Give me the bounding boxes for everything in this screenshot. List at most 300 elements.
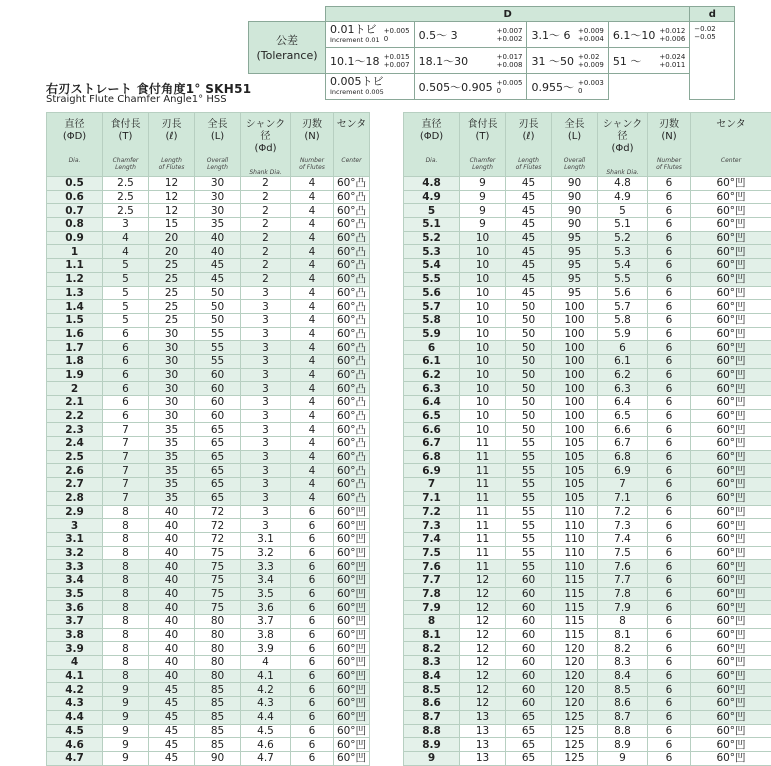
cell-flutes: 6 [291,710,334,724]
col-header-label: シャンク径 (Φd) [241,119,290,155]
cell-flute-length: 15 [149,218,195,232]
cell-dia: 4.6 [47,738,103,752]
cell-shank-dia: 8.5 [598,683,648,697]
cell-flutes: 4 [291,396,334,410]
cell-overall-length: 60 [195,396,241,410]
tolerance-label-en: (Tolerance) [249,48,325,63]
cell-flutes: 4 [291,177,334,191]
table-row [404,327,771,341]
cell-flute-length: 40 [149,669,195,683]
cell-shank-dia: 5.5 [598,272,648,286]
cell-flutes: 4 [291,259,334,273]
cell-shank-dia: 3.5 [241,587,291,601]
col-header-label: 食付長 (T) [103,119,148,143]
table-row [404,204,771,218]
cell-flutes: 6 [648,368,691,382]
table-row [47,450,370,464]
cell-dia: 7.7 [404,573,460,587]
cell-dia: 6.4 [404,396,460,410]
cell-overall-length: 120 [552,669,598,683]
cell-overall-length: 65 [195,478,241,492]
table-row [47,683,370,697]
cell-overall-length: 50 [195,286,241,300]
cell-shank-dia: 3 [241,505,291,519]
cell-shank-dia: 3 [241,327,291,341]
cell-shank-dia: 3.1 [241,532,291,546]
cell-dia: 1.5 [47,313,103,327]
cell-dia: 6.5 [404,409,460,423]
cell-flutes: 6 [648,327,691,341]
cell-dia: 2.9 [47,505,103,519]
cell-overall-length: 110 [552,546,598,560]
cell-chamfer-length: 9 [460,190,506,204]
cell-center: 60°凸 [334,259,370,273]
cell-shank-dia: 7.8 [598,587,648,601]
cell-dia: 2.3 [47,423,103,437]
cell-overall-length: 85 [195,683,241,697]
table-row [404,396,771,410]
cell-overall-length: 90 [552,204,598,218]
col-header-sublabel: Chamfer Length [103,157,148,171]
tolerance-range: 0.955〜 [531,79,574,95]
cell-flute-length: 45 [149,751,195,765]
cell-shank-dia: 4.9 [598,190,648,204]
cell-shank-dia: 3 [241,313,291,327]
cell-chamfer-length: 9 [103,724,149,738]
cell-dia: 7.8 [404,587,460,601]
table-row [404,724,771,738]
tolerance-lower: +0.006 [659,35,685,43]
cell-flutes: 6 [291,560,334,574]
cell-dia: 1.3 [47,286,103,300]
cell-flutes: 6 [648,204,691,218]
cell-dia: 5.6 [404,286,460,300]
cell-center: 60°凹 [691,573,771,587]
tolerance-lower: 0 [384,35,410,43]
cell-dia: 6.1 [404,354,460,368]
cell-flute-length: 12 [149,177,195,191]
cell-center: 60°凹 [691,710,771,724]
cell-shank-dia: 5.4 [598,259,648,273]
cell-chamfer-length: 5 [103,259,149,273]
cell-chamfer-length: 13 [460,751,506,765]
cell-chamfer-length: 9 [103,710,149,724]
cell-center: 60°凹 [691,423,771,437]
tolerance-header-d: d [690,7,735,22]
cell-center: 60°凹 [334,656,370,670]
cell-dia: 3.5 [47,587,103,601]
cell-center: 60°凹 [334,628,370,642]
cell-overall-length: 120 [552,656,598,670]
col-header-overall-length [195,113,241,177]
cell-flute-length: 45 [506,259,552,273]
table-row [47,396,370,410]
cell-flute-length: 40 [149,642,195,656]
col-header-center [691,113,771,177]
cell-overall-length: 72 [195,505,241,519]
cell-shank-dia: 7.4 [598,532,648,546]
table-row [404,409,771,423]
cell-center: 60°凹 [334,573,370,587]
cell-center: 60°凹 [334,697,370,711]
cell-flute-length: 60 [506,683,552,697]
cell-chamfer-length: 9 [460,218,506,232]
cell-chamfer-length: 10 [460,341,506,355]
cell-flute-length: 55 [506,478,552,492]
cell-dia: 2.2 [47,409,103,423]
tolerance-cell [326,22,415,48]
cell-dia: 4.2 [47,683,103,697]
cell-flute-length: 60 [506,601,552,615]
cell-shank-dia: 3.4 [241,573,291,587]
table-row [404,697,771,711]
cell-center: 60°凹 [334,738,370,752]
table-row [404,450,771,464]
col-header-flute-length [149,113,195,177]
table-row [47,615,370,629]
cell-center: 60°凹 [691,286,771,300]
cell-flute-length: 60 [506,587,552,601]
tolerance-cell [326,74,415,100]
cell-center: 60°凸 [334,245,370,259]
cell-overall-length: 60 [195,368,241,382]
cell-overall-length: 120 [552,642,598,656]
tolerance-cell [527,74,608,100]
cell-center: 60°凸 [334,464,370,478]
cell-overall-length: 115 [552,573,598,587]
table-row [404,710,771,724]
cell-chamfer-length: 12 [460,683,506,697]
cell-chamfer-length: 10 [460,368,506,382]
cell-center: 60°凹 [691,259,771,273]
cell-center: 60°凸 [334,231,370,245]
tolerance-range: 0.505〜0.905 [419,79,493,95]
cell-chamfer-length: 10 [460,423,506,437]
cell-overall-length: 45 [195,259,241,273]
cell-overall-length: 100 [552,423,598,437]
cell-flute-length: 50 [506,313,552,327]
table-row [47,204,370,218]
cell-flute-length: 40 [149,628,195,642]
table-row [404,423,771,437]
cell-shank-dia: 5.8 [598,313,648,327]
cell-flutes: 6 [291,669,334,683]
cell-flute-length: 45 [506,286,552,300]
cell-chamfer-length: 8 [103,505,149,519]
table-row [404,177,771,191]
col-header-flute-length [506,113,552,177]
cell-flutes: 4 [291,478,334,492]
cell-chamfer-length: 2.5 [103,190,149,204]
col-header-center [334,113,370,177]
table-row [404,683,771,697]
table-row [47,245,370,259]
cell-overall-length: 75 [195,546,241,560]
cell-overall-length: 95 [552,286,598,300]
tolerance-upper: +0.017 [497,53,523,61]
cell-flutes: 6 [291,615,334,629]
cell-flute-length: 45 [506,204,552,218]
cell-center: 60°凹 [691,300,771,314]
cell-chamfer-length: 10 [460,259,506,273]
cell-dia: 4.8 [404,177,460,191]
cell-overall-length: 60 [195,382,241,396]
cell-dia: 3.6 [47,601,103,615]
cell-flute-length: 25 [149,300,195,314]
cell-center: 60°凹 [334,505,370,519]
cell-dia: 0.9 [47,231,103,245]
cell-overall-length: 125 [552,710,598,724]
col-header-label: 刃数 (N) [291,119,333,143]
cell-overall-length: 90 [552,218,598,232]
tolerance-label [249,22,326,74]
cell-flutes: 6 [648,642,691,656]
table-row [47,601,370,615]
cell-shank-dia: 5.9 [598,327,648,341]
cell-flute-length: 45 [149,724,195,738]
cell-flute-length: 35 [149,450,195,464]
col-header-label: 刃数 (N) [648,119,690,143]
cell-shank-dia: 8.7 [598,710,648,724]
cell-overall-length: 80 [195,669,241,683]
cell-center: 60°凸 [334,286,370,300]
tolerance-d-upper: −0.02 [694,25,730,33]
col-header-overall-length [552,113,598,177]
cell-flute-length: 50 [506,396,552,410]
cell-flutes: 6 [291,642,334,656]
cell-overall-length: 55 [195,341,241,355]
cell-flute-length: 65 [506,724,552,738]
cell-shank-dia: 3 [241,464,291,478]
cell-shank-dia: 4.2 [241,683,291,697]
cell-flutes: 6 [648,560,691,574]
cell-center: 60°凹 [691,628,771,642]
col-header-chamfer-length [460,113,506,177]
cell-flute-length: 40 [149,519,195,533]
cell-chamfer-length: 10 [460,300,506,314]
table-row [404,300,771,314]
cell-dia: 7.4 [404,532,460,546]
cell-shank-dia: 8.4 [598,669,648,683]
cell-chamfer-length: 9 [460,177,506,191]
cell-flute-length: 55 [506,505,552,519]
tolerance-corner [249,7,326,22]
table-row [47,724,370,738]
cell-flutes: 6 [648,601,691,615]
cell-dia: 5 [404,204,460,218]
col-header-sublabel: Length of Flutes [149,157,194,171]
cell-chamfer-length: 11 [460,478,506,492]
cell-flute-length: 40 [149,615,195,629]
table-row [404,751,771,765]
cell-chamfer-length: 6 [103,368,149,382]
cell-center: 60°凹 [691,190,771,204]
col-header-sublabel: Dia. [47,157,102,164]
cell-flute-length: 25 [149,272,195,286]
cell-overall-length: 100 [552,382,598,396]
cell-center: 60°凹 [691,204,771,218]
cell-flute-length: 45 [506,245,552,259]
cell-center: 60°凹 [334,751,370,765]
cell-chamfer-length: 10 [460,272,506,286]
tolerance-label-jp: 公差 [249,33,325,48]
cell-flute-length: 30 [149,409,195,423]
cell-flutes: 6 [291,573,334,587]
col-header-sublabel: Number of Flutes [291,157,333,171]
col-header-chamfer-length [103,113,149,177]
cell-overall-length: 65 [195,437,241,451]
table-row [404,313,771,327]
cell-center: 60°凹 [691,313,771,327]
cell-flutes: 4 [291,491,334,505]
col-header-label: 直径 (ΦD) [47,119,102,143]
col-header-label: 全長 (L) [552,119,597,143]
table-row [47,354,370,368]
cell-flutes: 6 [648,464,691,478]
cell-flute-length: 50 [506,423,552,437]
cell-flutes: 6 [648,546,691,560]
cell-flute-length: 65 [506,751,552,765]
cell-chamfer-length: 3 [103,218,149,232]
cell-overall-length: 95 [552,259,598,273]
cell-chamfer-length: 12 [460,601,506,615]
cell-center: 60°凸 [334,423,370,437]
cell-flutes: 6 [648,532,691,546]
table-row [404,656,771,670]
cell-shank-dia: 4.4 [241,710,291,724]
cell-flutes: 6 [648,272,691,286]
col-header-label: センタ [334,119,369,131]
cell-dia: 8 [404,615,460,629]
cell-overall-length: 100 [552,396,598,410]
cell-flutes: 4 [291,204,334,218]
cell-flute-length: 45 [149,738,195,752]
table-row [404,341,771,355]
col-header-sublabel: Center [334,157,369,164]
cell-overall-length: 125 [552,751,598,765]
cell-flutes: 6 [648,491,691,505]
cell-dia: 4.4 [47,710,103,724]
table-row [404,464,771,478]
cell-dia: 4.9 [404,190,460,204]
table-row [404,190,771,204]
header-row [47,113,370,177]
cell-center: 60°凹 [334,546,370,560]
cell-chamfer-length: 8 [103,546,149,560]
cell-flute-length: 50 [506,341,552,355]
col-header-sublabel: Length of Flutes [506,157,551,171]
col-header-sublabel: Shank Dia. [241,169,290,176]
tolerance-range-sub: Increment 0.01 [330,35,380,45]
cell-shank-dia: 3 [241,354,291,368]
cell-center: 60°凹 [691,327,771,341]
cell-dia: 6.7 [404,437,460,451]
cell-center: 60°凹 [691,478,771,492]
cell-chamfer-length: 8 [103,642,149,656]
cell-chamfer-length: 11 [460,532,506,546]
cell-center: 60°凸 [334,368,370,382]
cell-overall-length: 125 [552,738,598,752]
cell-dia: 8.6 [404,697,460,711]
table-row [47,505,370,519]
cell-shank-dia: 8.9 [598,738,648,752]
col-header-label: 全長 (L) [195,119,240,143]
cell-chamfer-length: 11 [460,546,506,560]
cell-overall-length: 110 [552,505,598,519]
cell-dia: 6.2 [404,368,460,382]
cell-flute-length: 60 [506,642,552,656]
col-header-shank-dia [241,113,291,177]
cell-flute-length: 50 [506,368,552,382]
cell-chamfer-length: 9 [103,751,149,765]
tolerance-lower: +0.007 [384,61,410,69]
table-row [47,341,370,355]
cell-flute-length: 55 [506,546,552,560]
cell-dia: 1 [47,245,103,259]
cell-flutes: 6 [648,437,691,451]
cell-flute-length: 35 [149,491,195,505]
cell-dia: 8.9 [404,738,460,752]
cell-dia: 6 [404,341,460,355]
table-row [404,628,771,642]
tolerance-range: 18.1〜30 [419,53,469,69]
cell-flute-length: 40 [149,560,195,574]
cell-dia: 5.8 [404,313,460,327]
cell-dia: 5.3 [404,245,460,259]
cell-chamfer-length: 12 [460,697,506,711]
cell-dia: 6.9 [404,464,460,478]
table-row [404,354,771,368]
cell-overall-length: 65 [195,423,241,437]
cell-shank-dia: 6.2 [598,368,648,382]
cell-dia: 2.6 [47,464,103,478]
cell-shank-dia: 6.3 [598,382,648,396]
cell-flutes: 6 [648,341,691,355]
cell-shank-dia: 3 [241,300,291,314]
cell-flutes: 4 [291,190,334,204]
cell-dia: 7.6 [404,560,460,574]
cell-overall-length: 35 [195,218,241,232]
cell-flute-length: 60 [506,697,552,711]
cell-flute-length: 25 [149,313,195,327]
cell-dia: 3.7 [47,615,103,629]
cell-center: 60°凸 [334,218,370,232]
cell-dia: 3.8 [47,628,103,642]
cell-shank-dia: 2 [241,204,291,218]
cell-flutes: 6 [648,382,691,396]
table-row [404,478,771,492]
cell-shank-dia: 7.2 [598,505,648,519]
cell-flutes: 6 [648,628,691,642]
cell-overall-length: 75 [195,601,241,615]
table-row [404,601,771,615]
cell-chamfer-length: 9 [103,738,149,752]
cell-flutes: 6 [648,683,691,697]
cell-center: 60°凹 [691,450,771,464]
cell-dia: 5.9 [404,327,460,341]
col-header-label: 刃長 (ℓ) [149,119,194,143]
cell-chamfer-length: 5 [103,313,149,327]
cell-overall-length: 100 [552,341,598,355]
cell-shank-dia: 6.6 [598,423,648,437]
table-row [404,505,771,519]
table-row [47,190,370,204]
cell-chamfer-length: 8 [103,573,149,587]
col-header-label: 刃長 (ℓ) [506,119,551,143]
cell-flutes: 4 [291,409,334,423]
cell-flutes: 4 [291,382,334,396]
col-header-flutes [291,113,334,177]
